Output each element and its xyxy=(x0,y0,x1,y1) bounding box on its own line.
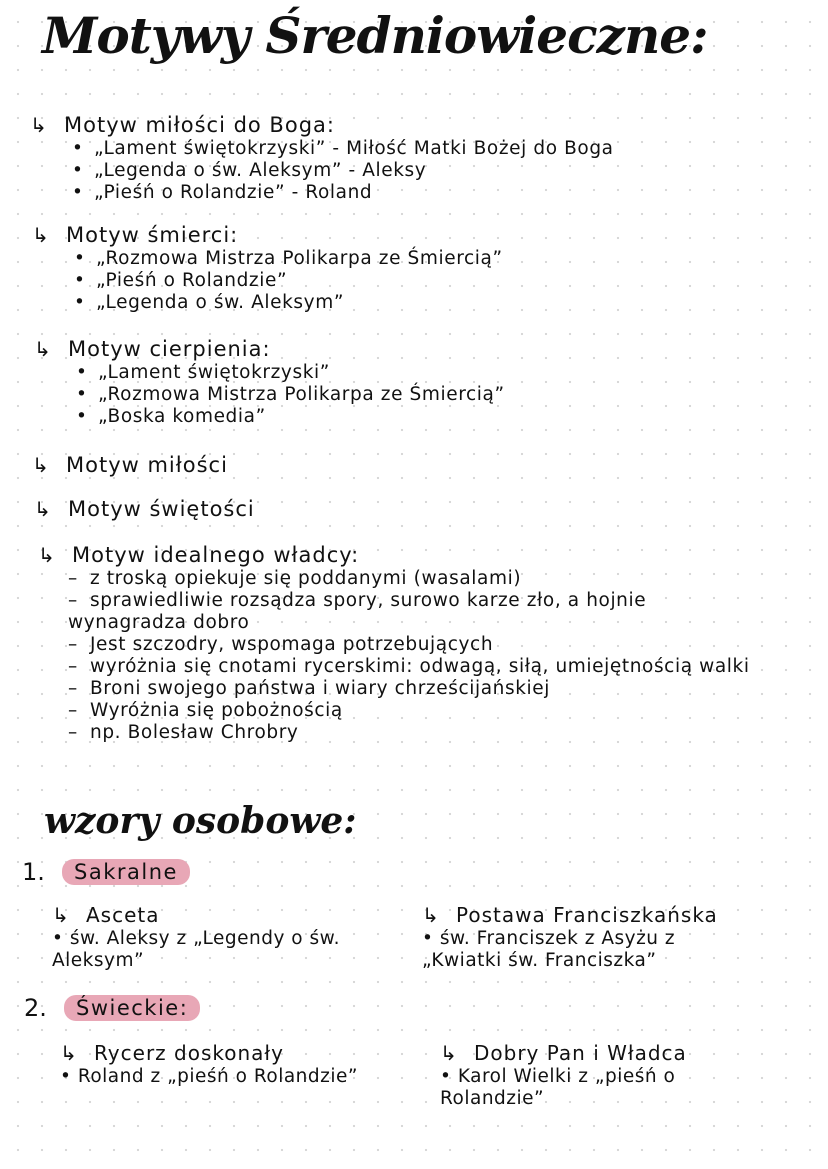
list-item: – np. Bolesław Chrobry xyxy=(68,722,299,743)
arrow-icon: ↳ xyxy=(30,113,48,137)
group-number: 2. xyxy=(24,994,47,1022)
arrow-icon: ↳ xyxy=(60,1041,78,1065)
motif-heading: ↳ Motyw śmierci: xyxy=(32,223,239,247)
card-heading: ↳ Asceta xyxy=(52,903,160,927)
card-franciscan xyxy=(422,904,752,972)
bullet-icon: • xyxy=(422,928,434,949)
motif-love xyxy=(32,452,228,478)
section-title: wzory osobowe: xyxy=(44,800,357,842)
dash-icon: – xyxy=(68,700,78,721)
list-item: – Broni swojego państwa i wiary chrześcijańskiej xyxy=(68,678,550,699)
list-item: • „Pieśń o Rolandzie” - Roland xyxy=(72,182,373,203)
motif-heading: ↳ Motyw miłości xyxy=(32,453,228,477)
dash-icon: – xyxy=(68,678,78,699)
list-item: • „Rozmowa Mistrza Polikarpa ze Śmiercią” xyxy=(74,248,503,269)
motif-death xyxy=(32,222,503,314)
bullet-icon: • xyxy=(72,182,84,203)
highlighted-label: Sakralne xyxy=(62,859,190,885)
arrow-icon: ↳ xyxy=(32,453,50,477)
dash-icon: – xyxy=(68,656,78,677)
bullet-icon: • xyxy=(76,362,88,383)
arrow-icon: ↳ xyxy=(440,1041,458,1065)
list-item: – Jest szczodry, wspomaga potrzebujących xyxy=(68,634,494,655)
bullet-icon: • xyxy=(440,1066,452,1087)
motif-ideal-ruler xyxy=(38,542,768,744)
motif-love-of-god xyxy=(30,112,614,204)
list-item: • „Legenda o św. Aleksym” - Aleksy xyxy=(72,160,427,181)
motif-holiness xyxy=(34,496,255,522)
bullet-icon: • xyxy=(76,406,88,427)
bullet-icon: • xyxy=(60,1066,72,1087)
motif-heading: ↳ Motyw miłości do Boga: xyxy=(30,113,335,137)
motif-suffering xyxy=(34,336,505,428)
list-item: • „Lament świętokrzyski” xyxy=(76,362,330,383)
list-item: – wyróżnia się cnotami rycerskimi: odwagą, siłą, umiejętnością walki xyxy=(68,656,750,677)
motif-heading: ↳ Motyw cierpienia: xyxy=(34,337,271,361)
list-item: • „Boska komedia” xyxy=(76,406,266,427)
motif-list xyxy=(38,568,768,744)
card-heading: ↳ Dobry Pan i Władca xyxy=(440,1041,687,1065)
list-item: – z troską opiekuje się poddanymi (wasalami) xyxy=(68,568,522,589)
page-title: Motywy Średniowieczne: xyxy=(42,6,708,65)
dash-icon: – xyxy=(68,590,78,611)
group-number: 1. xyxy=(22,858,45,886)
arrow-icon: ↳ xyxy=(34,337,52,361)
bullet-icon: • xyxy=(72,160,84,181)
card-body: • św. Aleksy z „Legendy o św. Aleksym” xyxy=(52,928,340,971)
list-item: • „Legenda o św. Aleksym” xyxy=(74,292,345,313)
highlighted-label: Świeckie: xyxy=(64,995,200,1021)
arrow-icon: ↳ xyxy=(32,223,50,247)
motif-heading: ↳ Motyw świętości xyxy=(34,497,255,521)
bullet-icon: • xyxy=(74,270,86,291)
bullet-icon: • xyxy=(74,292,86,313)
dash-icon: – xyxy=(68,634,78,655)
motif-list xyxy=(34,362,505,428)
card-perfect-knight xyxy=(60,1042,430,1088)
dash-icon: – xyxy=(68,568,78,589)
list-item: – sprawiedliwie rozsądza spory, surowo karze zło, a hojnie wynagradza dobro xyxy=(68,590,647,633)
card-good-lord xyxy=(440,1042,780,1110)
card-ascetic xyxy=(52,904,402,972)
bullet-icon: • xyxy=(76,384,88,405)
list-item: • „Lament świętokrzyski” - Miłość Matki Bożej do Boga xyxy=(72,138,614,159)
arrow-icon: ↳ xyxy=(34,497,52,521)
arrow-icon: ↳ xyxy=(422,903,440,927)
card-body: • św. Franciszek z Asyżu z „Kwiatki św. Franciszka” xyxy=(422,928,676,971)
motif-list xyxy=(30,138,614,204)
card-body: • Karol Wielki z „pieśń o Rolandzie” xyxy=(440,1066,676,1109)
arrow-icon: ↳ xyxy=(52,903,70,927)
dash-icon: – xyxy=(68,722,78,743)
motif-heading: ↳ Motyw idealnego władcy: xyxy=(38,543,360,567)
card-heading: ↳ Postawa Franciszkańska xyxy=(422,903,718,927)
list-item: • „Rozmowa Mistrza Polikarpa ze Śmiercią” xyxy=(76,384,505,405)
bullet-icon: • xyxy=(72,138,84,159)
arrow-icon: ↳ xyxy=(38,543,56,567)
motif-list xyxy=(32,248,503,314)
group-heading-secular xyxy=(24,994,200,1022)
group-heading-sacred xyxy=(22,858,190,886)
bullet-icon: • xyxy=(74,248,86,269)
list-item: • „Pieśń o Rolandzie” xyxy=(74,270,288,291)
bullet-icon: • xyxy=(52,928,64,949)
card-heading: ↳ Rycerz doskonały xyxy=(60,1041,284,1065)
list-item: – Wyróżnia się pobożnością xyxy=(68,700,343,721)
card-body: • Roland z „pieśń o Rolandzie” xyxy=(60,1066,358,1087)
